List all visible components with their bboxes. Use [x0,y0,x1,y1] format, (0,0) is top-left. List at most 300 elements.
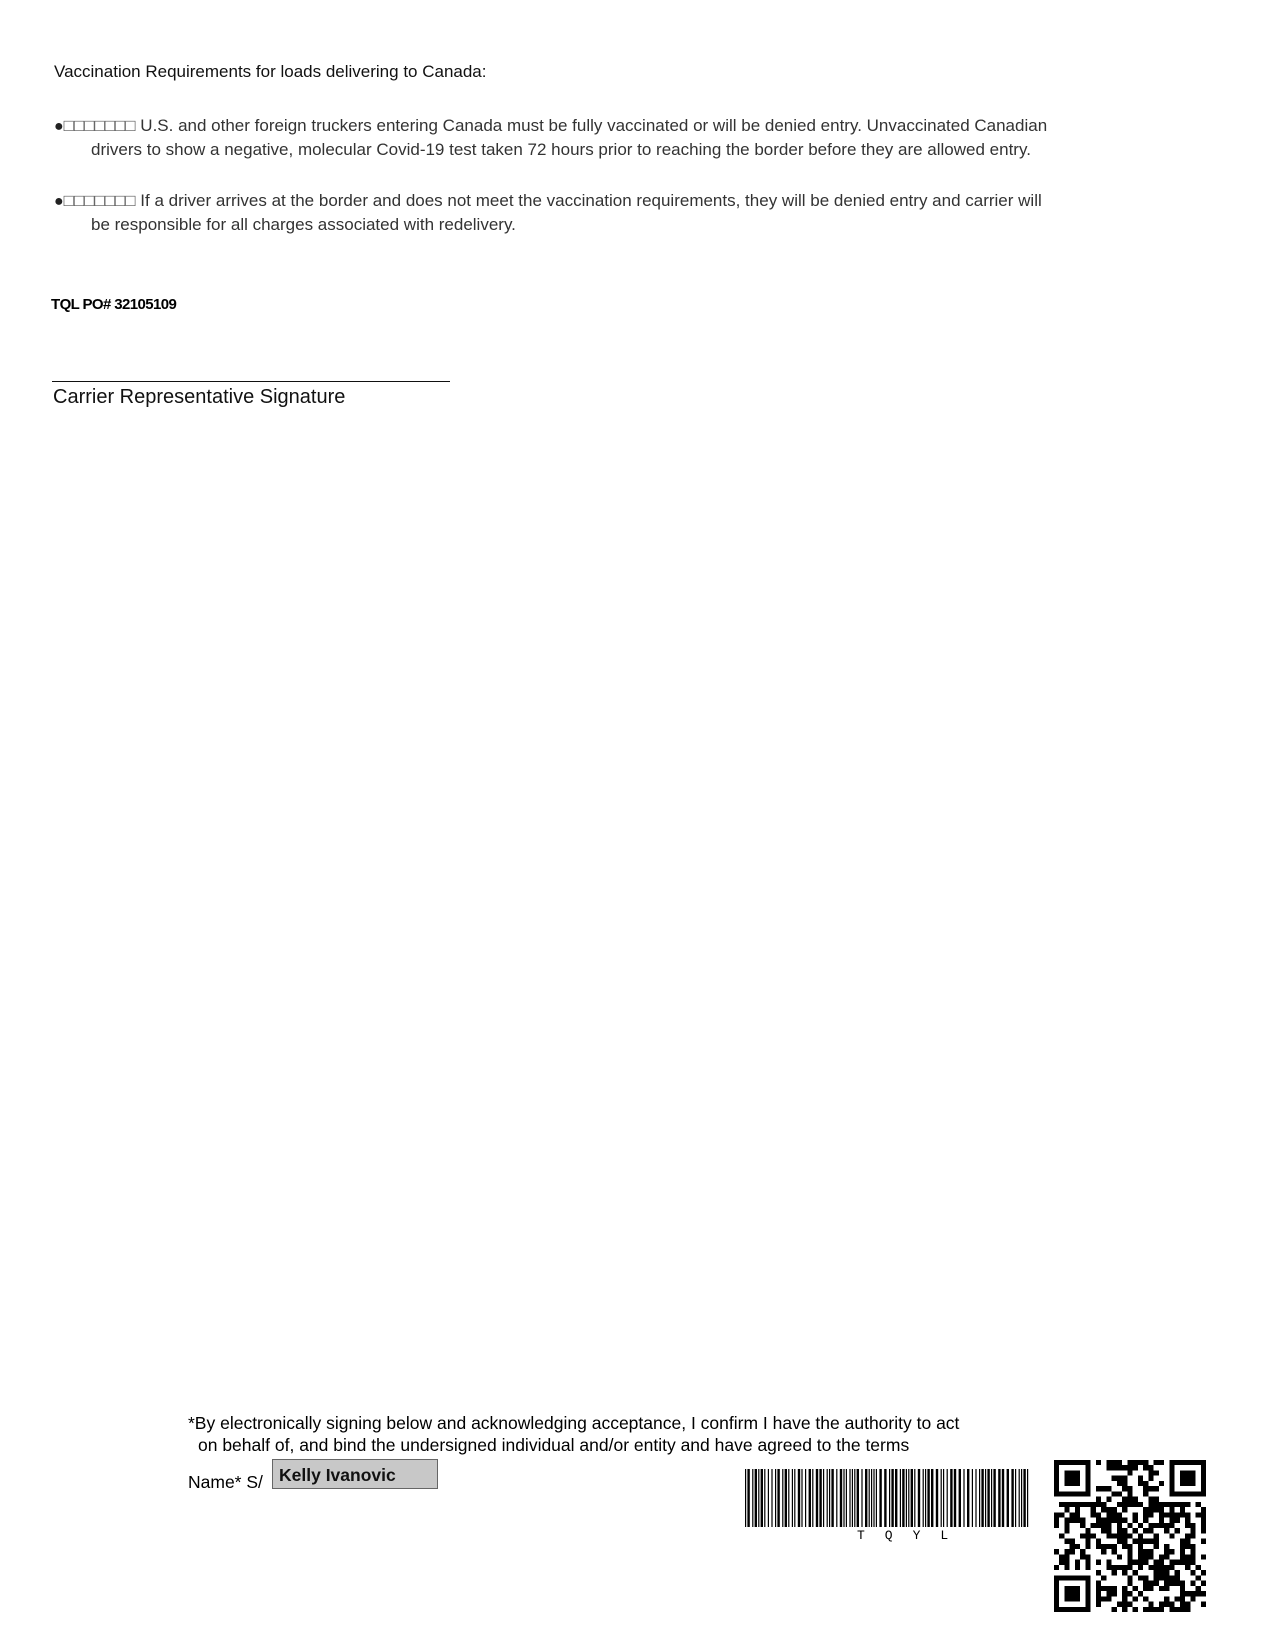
qr-module [1112,1544,1117,1549]
qr-module [1085,1581,1090,1586]
qr-module [1075,1575,1080,1580]
qr-module [1159,1560,1164,1565]
barcode-bar [852,1469,853,1527]
barcode-bar [918,1469,920,1527]
qr-module [1127,1602,1132,1607]
qr-module [1096,1586,1101,1591]
qr-module [1117,1523,1122,1528]
qr-module [1117,1502,1122,1507]
qr-module [1190,1544,1195,1549]
bullet-boxes: □□□□□□□ [63,191,136,210]
qr-module [1075,1591,1080,1596]
qr-module [1122,1570,1127,1575]
qr-module [1185,1539,1190,1544]
qr-module [1101,1502,1106,1507]
barcode-bar [873,1469,874,1527]
qr-module [1054,1512,1059,1517]
qr-module [1112,1565,1117,1570]
qr-module [1106,1596,1111,1601]
barcode-bar [889,1469,890,1527]
qr-module [1180,1539,1185,1544]
qr-module [1085,1481,1090,1486]
qr-module [1154,1570,1159,1575]
qr-module [1085,1544,1090,1549]
name-signature-field[interactable]: Kelly Ivanovic [272,1459,438,1489]
qr-module [1154,1460,1159,1465]
qr-module [1096,1570,1101,1575]
qr-module [1059,1607,1064,1612]
qr-module [1106,1486,1111,1491]
bullet-text-line2: drivers to show a negative, molecular Covid-19 test taken 72 hours prior to reaching the border before they are allowed entry. [91,140,1031,159]
qr-module [1101,1544,1106,1549]
qr-module [1159,1602,1164,1607]
qr-module [1080,1554,1085,1559]
qr-module [1070,1539,1075,1544]
qr-module [1127,1591,1132,1596]
qr-module [1127,1560,1132,1565]
qr-module [1196,1565,1201,1570]
qr-module [1101,1523,1106,1528]
qr-module [1169,1465,1174,1470]
qr-module [1201,1539,1206,1544]
qr-module [1196,1502,1201,1507]
qr-module [1143,1575,1148,1580]
qr-module [1164,1586,1169,1591]
barcode-bar [876,1469,877,1527]
qr-module [1054,1581,1059,1586]
barcode-bar [908,1469,909,1527]
qr-module [1185,1533,1190,1538]
qr-module [1122,1486,1127,1491]
qr-module [1190,1481,1195,1486]
qr-module [1154,1565,1159,1570]
qr-module [1064,1507,1069,1512]
qr-module [1080,1549,1085,1554]
qr-module [1122,1539,1127,1544]
qr-module [1070,1476,1075,1481]
qr-module [1127,1470,1132,1475]
barcode-bar [755,1469,757,1527]
qr-module [1064,1596,1069,1601]
qr-module [1101,1507,1106,1512]
qr-module [1085,1486,1090,1491]
qr-module [1148,1539,1153,1544]
qr-module [1112,1460,1117,1465]
qr-module [1054,1549,1059,1554]
qr-module [1148,1507,1153,1512]
qr-module [1112,1607,1117,1612]
barcode-bar [869,1469,870,1527]
qr-module [1085,1539,1090,1544]
qr-module [1148,1470,1153,1475]
qr-module [1169,1518,1174,1523]
qr-module [1091,1533,1096,1538]
qr-module [1201,1486,1206,1491]
qr-module [1122,1476,1127,1481]
barcode-bar [1027,1469,1028,1527]
qr-module [1175,1512,1180,1517]
qr-module [1080,1523,1085,1528]
qr-module [1190,1476,1195,1481]
barcode-bar [809,1469,811,1527]
qr-module [1190,1554,1195,1559]
barcode-text: TQYL [857,1528,969,1543]
barcode-bar [1007,1469,1009,1527]
qr-module [1096,1544,1101,1549]
qr-module [1101,1486,1106,1491]
qr-module [1159,1554,1164,1559]
qr-module [1070,1502,1075,1507]
qr-module [1201,1554,1206,1559]
qr-module [1075,1460,1080,1465]
barcode-bar [777,1469,779,1527]
qr-module [1159,1523,1164,1528]
qr-module [1080,1518,1085,1523]
qr-module [1185,1470,1190,1475]
qr-module [1190,1533,1195,1538]
qr-module [1070,1549,1075,1554]
barcode-bar [871,1469,872,1527]
qr-module [1175,1518,1180,1523]
acknowledgement-line2: on behalf of, and bind the undersigned individual and/or entity and have agreed to the terms [198,1435,910,1455]
qr-module [1143,1528,1148,1533]
qr-module [1133,1512,1138,1517]
qr-module [1180,1476,1185,1481]
barcode-bar [865,1469,867,1527]
qr-module [1190,1560,1195,1565]
qr-module [1159,1575,1164,1580]
qr-module [1054,1607,1059,1612]
qr-module [1154,1581,1159,1586]
qr-module [1180,1502,1185,1507]
qr-module [1148,1554,1153,1559]
qr-module [1117,1565,1122,1570]
qr-module [1190,1528,1195,1533]
qr-module [1190,1581,1195,1586]
qr-module [1127,1549,1132,1554]
barcode-bar [1015,1469,1016,1527]
qr-module [1180,1549,1185,1554]
qr-module [1164,1502,1169,1507]
qr-module [1054,1591,1059,1596]
qr-module [1133,1560,1138,1565]
barcode-bar [950,1469,952,1527]
qr-module [1180,1491,1185,1496]
qr-module [1064,1491,1069,1496]
qr-module [1180,1586,1185,1591]
qr-module [1164,1565,1169,1570]
qr-module [1185,1565,1190,1570]
qr-module [1085,1596,1090,1601]
qr-module [1190,1596,1195,1601]
qr-module [1122,1602,1127,1607]
barcode-bar [764,1469,765,1527]
qr-module [1143,1596,1148,1601]
barcode-bar [936,1469,938,1527]
qr-module [1070,1481,1075,1486]
qr-module [1054,1596,1059,1601]
qr-module [1101,1518,1106,1523]
barcode-bar [1019,1469,1020,1527]
barcode-bar [857,1469,859,1527]
barcode-bar [785,1469,787,1527]
barcode-bar [959,1469,961,1527]
qr-module [1175,1460,1180,1465]
qr-module [1112,1476,1117,1481]
qr-module [1201,1491,1206,1496]
qr-module [1138,1565,1143,1570]
barcode-bar [891,1469,893,1527]
qr-module [1180,1591,1185,1596]
qr-module [1148,1549,1153,1554]
bullet-marker: ● [54,118,64,135]
qr-module [1106,1533,1111,1538]
qr-module [1064,1528,1069,1533]
qr-module [1154,1497,1159,1502]
qr-module [1106,1465,1111,1470]
qr-module [1070,1518,1075,1523]
bullet-marker: ● [54,193,64,210]
qr-module [1059,1575,1064,1580]
qr-module [1169,1602,1174,1607]
qr-module [1085,1465,1090,1470]
qr-module [1169,1512,1174,1517]
barcode-bar [782,1469,783,1527]
qr-module [1154,1539,1159,1544]
qr-module [1159,1502,1164,1507]
barcode-bar [879,1469,881,1527]
barcode-bar [843,1469,844,1527]
qr-module [1085,1554,1090,1559]
qr-module [1122,1497,1127,1502]
qr-module [1106,1507,1111,1512]
qr-module [1054,1586,1059,1591]
qr-module [1185,1518,1190,1523]
qr-module [1064,1554,1069,1559]
qr-module [1127,1554,1132,1559]
qr-module [1148,1502,1153,1507]
qr-module [1190,1591,1195,1596]
qr-module [1154,1523,1159,1528]
qr-module [1059,1554,1064,1559]
qr-module [1159,1507,1164,1512]
qr-module [1085,1476,1090,1481]
qr-module [1159,1607,1164,1612]
qr-module [1185,1560,1190,1565]
qr-module [1164,1523,1169,1528]
qr-module [1201,1591,1206,1596]
barcode-bar [991,1469,992,1527]
name-label: Name* S/ [188,1472,263,1492]
qr-module [1180,1460,1185,1465]
qr-module [1154,1470,1159,1475]
qr-module [1106,1591,1111,1596]
qr-module [1085,1565,1090,1570]
qr-module [1180,1481,1185,1486]
qr-module [1096,1596,1101,1601]
qr-module [1117,1512,1122,1517]
qr-module [1122,1533,1127,1538]
bullet-text-line1: U.S. and other foreign truckers entering Canada must be fully vaccinated or will be denied entry. Unvaccinated Canadian [140,116,1048,135]
qr-module [1143,1465,1148,1470]
qr-module [1127,1523,1132,1528]
qr-module [1054,1470,1059,1475]
qr-module [1080,1460,1085,1465]
qr-module [1169,1507,1174,1512]
qr-module [1117,1476,1122,1481]
barcode-bar [1002,1469,1004,1527]
qr-module [1085,1607,1090,1612]
qr-module [1196,1575,1201,1580]
qr-module [1169,1549,1174,1554]
qr-module [1064,1560,1069,1565]
qr-module [1201,1512,1206,1517]
qr-module [1138,1549,1143,1554]
qr-module [1085,1528,1090,1533]
qr-module [1117,1481,1122,1486]
qr-module [1169,1575,1174,1580]
qr-module [1148,1497,1153,1502]
qr-module [1112,1591,1117,1596]
bullet-item-1 [54,114,1204,161]
qr-module [1133,1570,1138,1575]
qr-module [1064,1518,1069,1523]
barcode-bar [771,1469,772,1527]
qr-module [1101,1575,1106,1580]
qr-module [1185,1502,1190,1507]
qr-module [1159,1570,1164,1575]
qr-module [1133,1502,1138,1507]
qr-module [1180,1507,1185,1512]
qr-module [1075,1565,1080,1570]
barcode-bar [798,1469,800,1527]
qr-module [1085,1533,1090,1538]
qr-module [1075,1518,1080,1523]
qr-module [1159,1518,1164,1523]
barcode-bar [987,1469,989,1527]
qr-module [1054,1465,1059,1470]
barcode-bar [752,1469,753,1527]
barcode-bar [998,1469,1000,1527]
qr-module [1064,1476,1069,1481]
barcode-bar [823,1469,824,1527]
qr-module [1085,1591,1090,1596]
qr-module [1148,1486,1153,1491]
signature-line[interactable] [52,381,450,382]
barcode-bar [758,1469,759,1527]
qr-module [1180,1581,1185,1586]
qr-module [1070,1575,1075,1580]
qr-module [1138,1523,1143,1528]
qr-module [1085,1602,1090,1607]
qr-module [1185,1554,1190,1559]
qr-module [1175,1560,1180,1565]
qr-module [1201,1523,1206,1528]
qr-module [1175,1528,1180,1533]
qr-module [1106,1565,1111,1570]
qr-module [1169,1476,1174,1481]
barcode-bar [829,1469,830,1527]
qr-module [1117,1539,1122,1544]
qr-module [1117,1533,1122,1538]
qr-module [1117,1465,1122,1470]
qr-module [1075,1502,1080,1507]
qr-module [1185,1523,1190,1528]
vaccination-heading: Vaccination Requirements for loads delivering to Canada: [54,62,487,81]
qr-module [1169,1486,1174,1491]
bullet-item-2 [54,189,1204,236]
qr-module [1054,1481,1059,1486]
barcode-bar [906,1469,907,1527]
qr-module [1127,1497,1132,1502]
qr-module [1096,1512,1101,1517]
qr-module [1175,1581,1180,1586]
qr-module [1148,1607,1153,1612]
qr-module [1101,1549,1106,1554]
barcode-bar [831,1469,833,1527]
qr-module [1112,1518,1117,1523]
qr-module [1201,1470,1206,1475]
bullet-boxes: □□□□□□□ [63,116,136,135]
qr-module [1075,1470,1080,1475]
qr-module [1085,1460,1090,1465]
qr-module [1138,1554,1143,1559]
qr-module [1064,1591,1069,1596]
qr-module [1190,1470,1195,1475]
qr-module [1164,1549,1169,1554]
qr-module [1054,1602,1059,1607]
qr-module [1096,1591,1101,1596]
qr-module [1143,1539,1148,1544]
qr-module [1180,1544,1185,1549]
qr-module [1085,1560,1090,1565]
barcode [745,1469,1030,1529]
qr-module [1127,1465,1132,1470]
qr-module [1096,1560,1101,1565]
qr-module [1059,1460,1064,1465]
qr-module [1143,1560,1148,1565]
qr-module [1154,1575,1159,1580]
qr-module [1185,1460,1190,1465]
qr-module [1054,1460,1059,1465]
qr-module [1164,1554,1169,1559]
qr-module [1164,1602,1169,1607]
qr-module [1075,1544,1080,1549]
qr-module [1175,1607,1180,1612]
barcode-bar [812,1469,813,1527]
qr-module [1127,1460,1132,1465]
barcode-bar [931,1469,933,1527]
qr-module [1201,1460,1206,1465]
qr-module [1070,1491,1075,1496]
qr-module [1138,1533,1143,1538]
barcode-bar [854,1469,855,1527]
qr-module [1080,1607,1085,1612]
qr-module [1164,1581,1169,1586]
qr-module [1196,1460,1201,1465]
qr-module [1133,1465,1138,1470]
qr-module [1127,1486,1132,1491]
qr-module [1059,1560,1064,1565]
qr-module [1106,1523,1111,1528]
qr-module [1138,1481,1143,1486]
qr-module [1064,1565,1069,1570]
barcode-bar [801,1469,802,1527]
qr-module [1085,1575,1090,1580]
barcode-bar [816,1469,818,1527]
qr-module [1117,1528,1122,1533]
qr-module [1075,1512,1080,1517]
